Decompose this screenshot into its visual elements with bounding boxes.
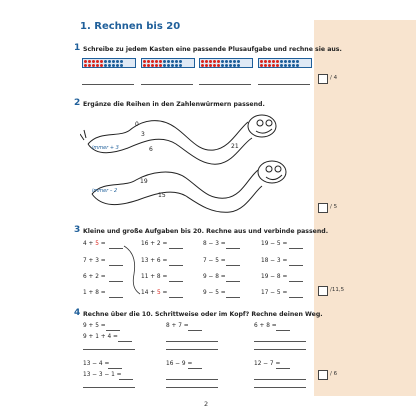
answer-line[interactable] <box>166 341 218 342</box>
task4-example-line1 <box>83 323 106 329</box>
task4-example-line2: 13 − 3 − 1 = <box>83 372 122 378</box>
answer-line[interactable] <box>109 265 123 266</box>
bead <box>84 60 87 63</box>
task4-eq: 12 − 7 = <box>254 361 281 367</box>
task3-col1-eq: 1 + 8 = <box>83 290 106 296</box>
task-3-number: 3 <box>74 225 81 235</box>
task3-col2-eq: 14 + 5 = <box>141 290 168 296</box>
answer-line[interactable] <box>254 341 306 342</box>
bead <box>296 64 299 67</box>
bead <box>143 60 146 63</box>
answer-line[interactable] <box>169 297 183 298</box>
answer-line[interactable] <box>166 349 218 350</box>
rack-row-top <box>260 60 310 63</box>
answer-line[interactable] <box>289 265 303 266</box>
page-number: 2 <box>204 400 209 408</box>
bead <box>120 60 123 63</box>
worm-1-number: 6 <box>149 146 153 153</box>
bead <box>112 64 115 67</box>
answer-line[interactable] <box>188 330 202 331</box>
answer-line[interactable] <box>226 265 240 266</box>
eq-expr: 9 + 5 = <box>83 323 106 329</box>
ten-frame-rack-2 <box>141 58 195 68</box>
task4-eq: 6 + 8 = <box>254 323 277 329</box>
answer-line[interactable] <box>109 248 123 249</box>
bead <box>155 64 158 67</box>
score-label-1: / 4 <box>330 75 338 81</box>
bead <box>96 64 99 67</box>
eq-a: 6 <box>83 274 87 280</box>
bead <box>205 64 208 67</box>
score-box-1[interactable] <box>318 74 328 84</box>
answer-line[interactable] <box>254 379 306 380</box>
answer-line[interactable] <box>188 368 202 369</box>
bead <box>155 60 158 63</box>
task3-col2-eq: 13 + 6 = <box>141 258 168 264</box>
worm-1-tail <box>80 130 86 140</box>
answer-line[interactable] <box>118 341 132 342</box>
score-box-4[interactable] <box>318 370 328 380</box>
worm-1-body <box>88 138 252 164</box>
task3-col4-eq: 19 − 8 = <box>261 274 288 280</box>
bead <box>88 60 91 63</box>
bead <box>100 60 103 63</box>
bead <box>116 64 119 67</box>
bead <box>276 60 279 63</box>
bead <box>179 64 182 67</box>
ten-frame-rack-4 <box>258 58 312 68</box>
bead <box>201 60 204 63</box>
worm-1-number: 3 <box>141 131 145 138</box>
bead <box>296 60 299 63</box>
bead <box>209 64 212 67</box>
task4-eq: 16 − 9 = <box>166 361 193 367</box>
bead <box>260 60 263 63</box>
ten-frame-rack-3 <box>199 58 253 68</box>
worm-2-body <box>92 186 262 212</box>
eq-b: 5 <box>95 241 99 247</box>
bead <box>229 60 232 63</box>
worm-1-head <box>248 115 276 137</box>
bead <box>276 64 279 67</box>
answer-line[interactable] <box>254 349 306 350</box>
answer-line[interactable] <box>169 265 183 266</box>
answer-line[interactable] <box>289 297 303 298</box>
eq-b: 5 <box>156 290 161 296</box>
task3-col3-eq: 8 − 3 = <box>203 241 226 247</box>
answer-line[interactable] <box>166 379 218 380</box>
answer-line[interactable] <box>166 387 218 388</box>
bead <box>163 64 166 67</box>
worm-2 <box>92 161 286 212</box>
worm-2-number: 15 <box>158 192 166 199</box>
bead <box>92 64 95 67</box>
answer-line[interactable] <box>83 387 135 388</box>
ten-frame-rack-1 <box>82 58 136 68</box>
task3-col3-eq: 9 − 5 = <box>203 290 226 296</box>
rack-row-top <box>84 60 134 63</box>
worm-1-number: 21 <box>231 143 239 150</box>
connect-line <box>124 246 140 294</box>
bead <box>292 64 295 67</box>
eq-a: 14 <box>141 290 149 296</box>
score-box-3[interactable] <box>318 286 328 296</box>
bead <box>92 60 95 63</box>
answer-line[interactable] <box>83 349 135 350</box>
answer-line[interactable] <box>108 368 122 369</box>
bead <box>292 60 295 63</box>
task4-eq: 8 + 7 = <box>166 323 189 329</box>
bead <box>171 60 174 63</box>
bead <box>229 64 232 67</box>
eq-b: 3 <box>95 258 99 264</box>
eq-op: + <box>88 274 94 280</box>
bead <box>96 60 99 63</box>
task3-col4-eq: 18 − 3 = <box>261 258 288 264</box>
bead <box>213 64 216 67</box>
answer-line[interactable] <box>226 248 240 249</box>
bead <box>280 60 283 63</box>
number-worms-illustration <box>80 108 300 223</box>
bead <box>120 64 123 67</box>
bead <box>159 60 162 63</box>
score-label-2: / 5 <box>330 204 338 210</box>
worm-2-number: 19 <box>140 178 148 185</box>
task-1-instruction: Schreibe zu jedem Kasten eine passende Plusaufgabe und rechne sie aus. <box>83 46 342 53</box>
bead <box>217 64 220 67</box>
bead <box>221 64 224 67</box>
bead <box>108 60 111 63</box>
rack-row-bottom <box>260 64 310 67</box>
worm-1-rule-label: immer + 3 <box>92 145 119 151</box>
bead <box>260 64 263 67</box>
answer-line[interactable] <box>82 84 134 85</box>
answer-line[interactable] <box>119 379 133 380</box>
eq-op: + <box>88 258 94 264</box>
answer-line[interactable] <box>276 368 290 369</box>
bead <box>225 60 228 63</box>
rack-row-bottom <box>201 64 251 67</box>
worm-1 <box>80 115 276 164</box>
task3-col1-eq: 7 + 3 = <box>83 258 106 264</box>
bead <box>88 64 91 67</box>
task4-example-line2: 9 + 1 + 4 = <box>83 334 118 340</box>
bead <box>147 60 150 63</box>
bead <box>179 60 182 63</box>
bead <box>237 60 240 63</box>
answer-line[interactable] <box>141 84 193 85</box>
bead <box>171 64 174 67</box>
answer-line[interactable] <box>226 297 240 298</box>
bead <box>175 60 178 63</box>
bead <box>205 60 208 63</box>
eq-a: 7 <box>83 258 87 264</box>
bead <box>225 64 228 67</box>
bead <box>268 60 271 63</box>
task-2-number: 2 <box>74 98 81 108</box>
answer-line[interactable] <box>106 330 120 331</box>
bead <box>284 64 287 67</box>
bead <box>143 64 146 67</box>
eq-a: 1 <box>83 290 87 296</box>
bead <box>84 64 87 67</box>
eq-b: 2 <box>95 274 99 280</box>
answer-line[interactable] <box>289 281 303 282</box>
bead <box>272 60 275 63</box>
answer-line[interactable] <box>109 297 123 298</box>
answer-line[interactable] <box>169 248 183 249</box>
bead <box>104 64 107 67</box>
bead <box>221 60 224 63</box>
score-label-4: / 6 <box>330 371 338 377</box>
task-4-number: 4 <box>74 308 81 318</box>
task3-col3-eq: 7 − 5 = <box>203 258 226 264</box>
task3-col4-eq: 17 − 5 = <box>261 290 288 296</box>
task-3-instruction: Kleine und große Aufgaben bis 20. Rechne aus und verbinde passend. <box>83 228 329 235</box>
bead <box>264 60 267 63</box>
eq-op: + <box>150 290 156 296</box>
score-box-2[interactable] <box>318 203 328 213</box>
bead <box>288 60 291 63</box>
connection-line-drawing <box>122 244 142 296</box>
page-title: 1. Rechnen bis 20 <box>80 21 181 32</box>
answer-line[interactable] <box>254 387 306 388</box>
task4-example-line1: 13 − 4 = <box>83 361 110 367</box>
bead <box>100 64 103 67</box>
answer-line[interactable] <box>199 84 251 85</box>
answer-line[interactable] <box>226 281 240 282</box>
worm-1-number: 0 <box>135 121 139 128</box>
bead <box>159 64 162 67</box>
bead <box>264 64 267 67</box>
bead <box>201 64 204 67</box>
task-1-number: 1 <box>74 43 81 53</box>
rack-row-top <box>201 60 251 63</box>
eq-op: + <box>88 290 94 296</box>
task-2-instruction: Ergänze die Reihen in den Zahlenwürmern passend. <box>83 101 265 108</box>
bead <box>147 64 150 67</box>
answer-line[interactable] <box>109 281 123 282</box>
task3-col2-eq: 11 + 8 = <box>141 274 168 280</box>
bead <box>108 64 111 67</box>
bead <box>116 60 119 63</box>
bead <box>233 64 236 67</box>
bead <box>151 64 154 67</box>
bead <box>237 64 240 67</box>
eq-b: 8 <box>95 290 99 296</box>
answer-line[interactable] <box>289 248 303 249</box>
bead <box>175 64 178 67</box>
bead <box>209 60 212 63</box>
bead <box>213 60 216 63</box>
rack-row-bottom <box>143 64 193 67</box>
bead <box>163 60 166 63</box>
bead <box>288 64 291 67</box>
answer-line[interactable] <box>169 281 183 282</box>
task3-col3-eq: 9 − 8 = <box>203 274 226 280</box>
bead <box>217 60 220 63</box>
bead <box>151 60 154 63</box>
answer-line[interactable] <box>276 330 290 331</box>
eq-op: + <box>88 241 94 247</box>
bead <box>280 64 283 67</box>
bead <box>104 60 107 63</box>
bead <box>167 60 170 63</box>
bead <box>112 60 115 63</box>
bead <box>233 60 236 63</box>
rack-row-top <box>143 60 193 63</box>
score-label-3: /11,5 <box>330 287 345 293</box>
task3-col1-eq: 4 + 5 = <box>83 241 106 247</box>
task3-col2-eq: 16 + 2 = <box>141 241 168 247</box>
task-4-instruction: Rechne über die 10. Schrittweise oder im Kopf? Rechne deinen Weg. <box>83 311 323 318</box>
bead <box>284 60 287 63</box>
eq-a: 4 <box>83 241 87 247</box>
answer-line[interactable] <box>258 84 310 85</box>
task3-col1-eq: 6 + 2 = <box>83 274 106 280</box>
bead <box>167 64 170 67</box>
task3-col4-eq: 19 − 5 = <box>261 241 288 247</box>
bead <box>272 64 275 67</box>
worm-2-rule-label: immer – 2 <box>92 188 118 194</box>
bead <box>268 64 271 67</box>
rack-row-bottom <box>84 64 134 67</box>
